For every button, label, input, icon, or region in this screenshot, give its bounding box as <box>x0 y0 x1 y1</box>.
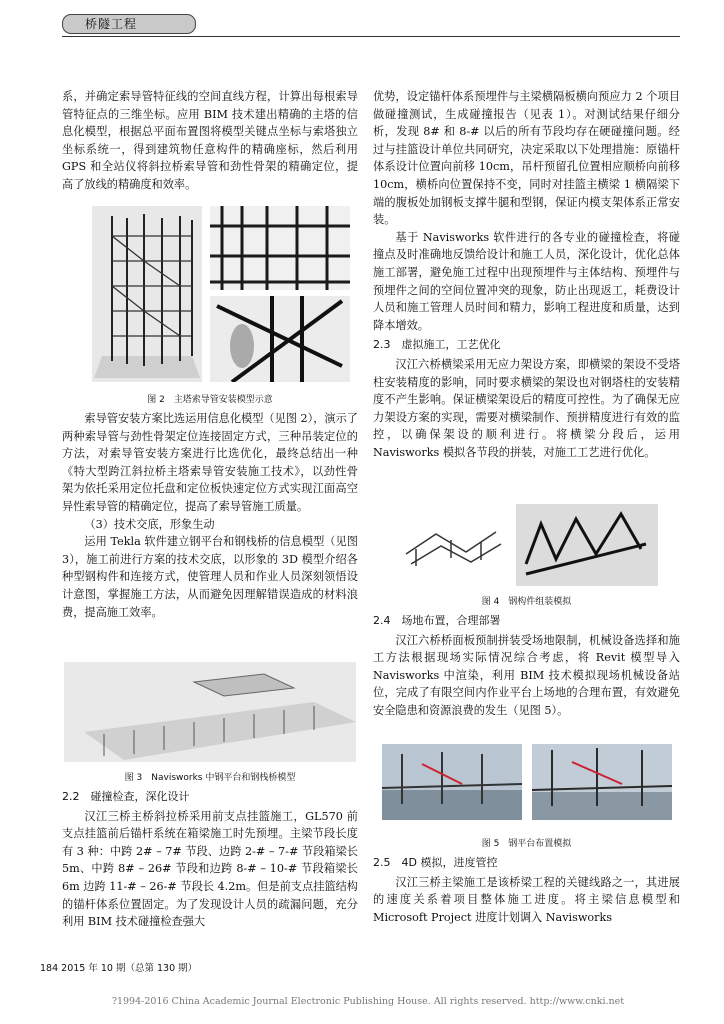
section-2-4-heading: 2.4 场地布置，合理部署 <box>373 614 501 627</box>
platform-illustration <box>64 662 356 762</box>
section-tab: 桥隧工程 <box>62 14 196 34</box>
left-paragraph-2: 索导管安装方案比选运用信息化模型（见图 2），演示了两种索导管与劲性骨架定位连接固定方式，三种吊装定位的方法，对索导管安装方案进行比选优化，最终总结出一种《特大型跨江斜拉桥主塔索导管安装施工技术》，以劲性骨架为依托采用定位托盘和定位板快速定位方式实现江面高空异性索导管的精确定位，提高了索导管施工质量。 <box>62 412 358 513</box>
tower-model-illustration <box>92 206 350 382</box>
page-footer: 184 2015 年 10 期（总第 130 期） <box>40 963 198 974</box>
copyright-line: ?1994-2016 China Academic Journal Electronic Publishing House. All rights reserved. http://www.cnki.net <box>111 996 625 1007</box>
section-2-3-heading: 2.3 虚拟施工，工艺优化 <box>373 338 501 352</box>
left-paragraph-1: 系，并确定索导管特征线的空间直线方程，计算出每根索导管特征点的三维坐标。应用 BIM 技术建出精确的主塔的信息化模型，根据总平面布置图将模型关键点坐标与索塔独立坐标系统一，得到建筑物任意构件的精确座标，然后利用 GPS 和全站仪将斜拉桥索导管和劲性骨架的精确定位，提高了放线的精确度和效率。 <box>62 90 358 191</box>
left-paragraph-3: 运用 Tekla 软件建立钢平台和钢栈桥的信息模型（见图 3），施工前进行方案的技术交底，以形象的 3D 模型介绍各种型钢构件和连接方式，使管理人员和作业人员深刻领悟设计意图，掌握施工方法，从而避免因理解错误造成的材料浪费，提高施工效率。 <box>62 535 358 619</box>
assembly-illustration <box>396 504 658 586</box>
figure-3-platform-model <box>64 662 356 762</box>
figure-4-caption: 图 4 钢构件组装模拟 <box>481 597 572 607</box>
figure-5-platform-layout <box>382 744 672 820</box>
right-paragraph-4: 汉江六桥桥面板预制拼装受场地限制，机械设备选择和施工方法根据现场实际情况综合考虑，将 Revit 模型导入 Navisworks 中渲染，利用 BIM 技术模拟现场机械设备站位，完成了有限空间内作业平台上场地的合理布置，有效避免安全隐患和资源浪费的发生（见图 5）。 <box>373 633 680 717</box>
figure-2-caption: 图 2 主塔索导管安装模型示意 <box>147 395 273 405</box>
left-column-top <box>62 88 358 194</box>
left-paragraph-4: 汉江三桥主桥斜拉桥采用前支点挂篮施工，GL570 前支点挂篮前后锚杆系统在箱梁施工时先预埋。主梁节段长度有 3 种：中跨 2# – 7# 节段、边跨 2-# – 7-# 节段箱梁长 5m、中跨 8# – 26# 节段和边跨 8-# – 10-# 节段箱梁长 6m 边跨 11-# – 26-# 节段长 4.2m。但是前支点挂篮结构的锚杆体系位置固定。为了发现设计人员的疏漏问题，充分利用 BIM 技术碰撞检查强大 <box>62 809 358 929</box>
figure-4-assembly <box>396 504 658 586</box>
figure-2-tower-model <box>92 206 350 382</box>
left-column-bottom <box>62 786 358 931</box>
right-paragraph-3: 汉江六桥横梁采用无应力架设方案，即横梁的架设不受塔柱安装精度的影响，同时要求横梁的架设也对钢塔柱的安装精度不产生影响。保证横梁架设后的精度可控性。为了确保无应力架设方案的实现，需要对横梁制作、预拼精度进行有效的监控，以确保架设的顺利进行。将横梁分段后，运用 Navisworks 模拟各节段的拼装，对施工工艺进行优化。 <box>373 357 680 459</box>
right-column-bottom <box>373 852 680 926</box>
section-2-2-heading: 2.2 碰撞检查，深化设计 <box>62 790 190 803</box>
layout-illustration <box>382 744 672 820</box>
left-heading-3: （3）技术交底，形象生动 <box>84 517 215 531</box>
figure-3-caption: 图 3 Navisworks 中钢平台和钢栈桥模型 <box>124 773 296 783</box>
right-column-top <box>373 88 680 461</box>
right-column-middle <box>373 610 680 720</box>
right-paragraph-2: 基于 Navisworks 软件进行的各专业的碰撞检查，将碰撞点及时准确地反馈给设计和施工人员，深化设计，优化总体施工部署，避免施工过程中出现预埋件与主体结构、预埋件与预埋件之间的空间位置冲突的现象，防止出现返工，耗费设计人员和施工管理人员时间和精力，影响工程进度和质量，达到降本增效。 <box>373 230 680 332</box>
right-paragraph-1: 优势，设定锚杆体系预埋件与主梁横隔板横向预应力 2 个项目做碰撞测试，生成碰撞报告（见表 1）。对测试结果仔细分析，发现 8# 和 8-# 以后的所有节段均存在硬碰撞问题。经过与挂篮设计单位共同研究，决定采取以下处理措施：原锚杆体系设计位置向前移 10cm，吊杆预留孔位置相应顺桥向前移 10cm，横桥向位置保持不变，同时对挂篮主横梁 1 横隔梁下端的腹板处加钢板支撑牛腿和型钢，保证内模支架体系正常安装。 <box>373 90 680 227</box>
right-paragraph-5: 汉江三桥主梁施工是该桥梁工程的关键线路之一，其进展的速度关系着项目整体施工进度。将主梁信息模型和 Microsoft Project 进度计划调入 Navisworks <box>373 875 680 924</box>
figure-5-caption: 图 5 钢平台布置模拟 <box>481 839 572 849</box>
section-2-5-heading: 2.5 4D 模拟，进度管控 <box>373 856 498 869</box>
header-rule <box>62 36 680 37</box>
left-column-middle <box>62 410 358 621</box>
